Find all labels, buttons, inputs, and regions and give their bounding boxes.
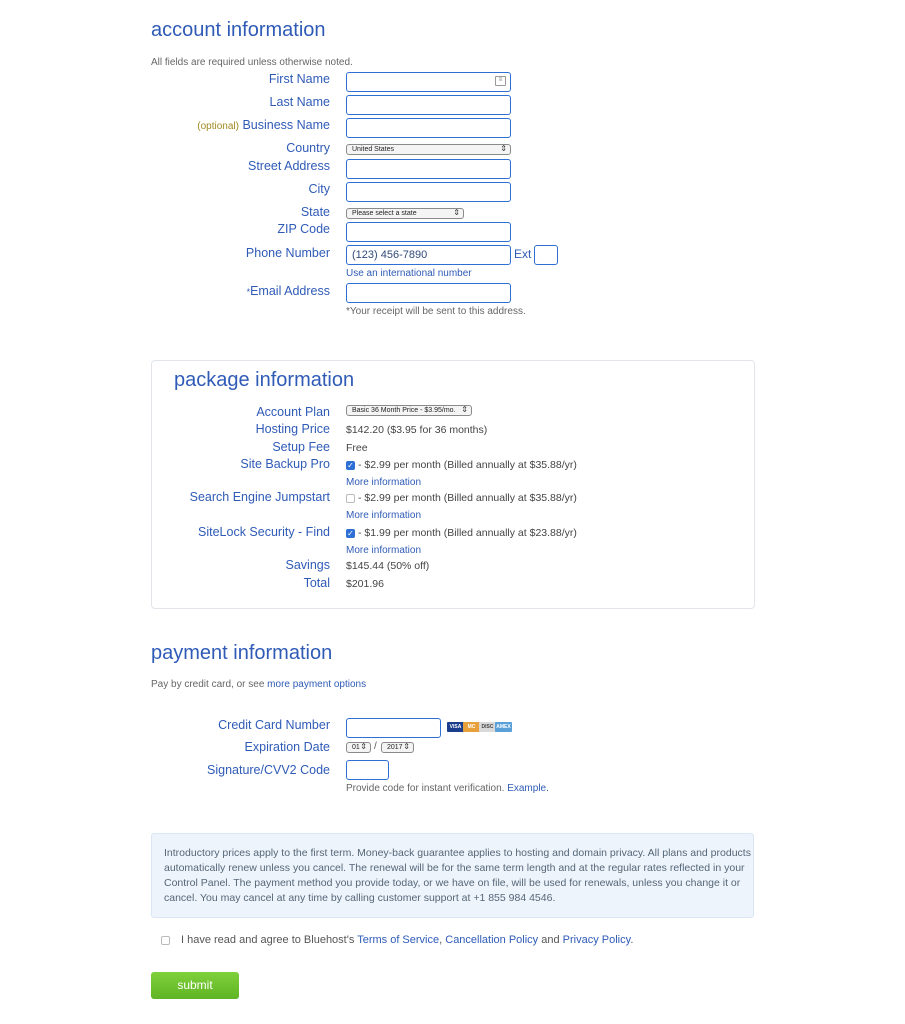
seo-checkbox[interactable] [346, 494, 355, 503]
expiration-label: Expiration Date [244, 740, 330, 754]
notice-line: cancel. You may cancel at any time by calling customer support at +1 855 984 4546. [164, 892, 556, 904]
hosting-price-label: Hosting Price [255, 422, 330, 436]
card-number-label: Credit Card Number [218, 718, 330, 732]
phone-input[interactable]: (123) 456-7890 [346, 245, 511, 265]
submit-button[interactable]: submit [151, 972, 239, 999]
select-arrows-icon: ⇕ [500, 144, 507, 153]
more-payment-options-link[interactable]: more payment options [267, 679, 367, 690]
account-plan-select[interactable] [346, 405, 472, 416]
first-name-label: First Name [268, 72, 330, 86]
mastercard-icon: MC [463, 722, 480, 732]
card-number-input[interactable] [346, 718, 441, 738]
select-arrows-icon: ⇕ [403, 742, 410, 751]
international-number-link[interactable]: Use an international number [346, 268, 472, 279]
total-value: $201.96 [346, 578, 384, 590]
phone-label: Phone Number [245, 246, 330, 260]
state-select-value: Please select a state [352, 210, 417, 217]
discover-icon: DISC [479, 722, 496, 732]
select-arrows-icon: ⇕ [360, 742, 367, 751]
email-label: *Email Address [246, 284, 330, 298]
account-plan-label: Account Plan [256, 405, 330, 419]
street-address-label: Street Address [248, 159, 330, 173]
account-section-title: account information [151, 19, 326, 41]
package-panel [151, 360, 755, 609]
site-backup-more-link[interactable]: More information [346, 477, 422, 488]
last-name-label: Last Name [269, 95, 330, 109]
setup-fee-value: Free [346, 442, 368, 454]
hosting-price-value: $142.20 ($3.95 for 36 months) [346, 424, 488, 436]
amex-icon: AMEX [496, 724, 511, 730]
zip-input[interactable] [346, 222, 511, 242]
sitelock-label: SiteLock Security - Find [198, 525, 330, 539]
sitelock-more-link[interactable]: More information [346, 545, 422, 556]
agree-text: I have read and agree to Bluehost's Terms of Service, Cancellation Policy and Privacy Policy. [181, 934, 634, 946]
site-backup-label: Site Backup Pro [240, 457, 330, 471]
pay-note: Pay by credit card, or see more payment options [151, 679, 367, 690]
zip-label: ZIP Code [277, 222, 330, 236]
street-address-input[interactable] [346, 159, 511, 179]
state-select[interactable] [346, 208, 464, 219]
ext-input[interactable] [534, 245, 558, 265]
privacy-policy-link[interactable]: Privacy Policy [562, 934, 631, 946]
notice-line: automatically renew unless you cancel. The renewal will be for the same term length and at the regular rates reflected in your [164, 862, 745, 874]
card-brands [447, 722, 513, 732]
country-label: Country [286, 141, 330, 155]
receipt-note: *Your receipt will be sent to this address. [346, 306, 526, 317]
first-name-input[interactable] [346, 72, 511, 92]
visa-icon: VISA [447, 722, 464, 732]
business-name-input[interactable] [346, 118, 511, 138]
country-select[interactable] [346, 144, 511, 155]
exp-year-value: 2017 [387, 744, 403, 751]
cvv-label: Signature/CVV2 Code [207, 763, 330, 777]
cvv-example-link[interactable]: Example. [507, 783, 549, 794]
exp-month-value: 01 [352, 744, 360, 751]
last-name-input[interactable] [346, 95, 511, 115]
terms-of-service-link[interactable]: Terms of Service [357, 934, 440, 946]
savings-value: $145.44 (50% off) [346, 560, 430, 572]
total-label: Total [303, 576, 330, 590]
country-select-value: United States [352, 146, 395, 153]
savings-label: Savings [285, 558, 330, 572]
required-note: All fields are required unless otherwise noted. [151, 57, 353, 68]
city-label: City [308, 182, 330, 196]
setup-fee-label: Setup Fee [272, 440, 330, 454]
ext-label: Ext [514, 247, 532, 261]
agree-checkbox[interactable] [161, 936, 170, 945]
cancellation-policy-link[interactable]: Cancellation Policy [445, 934, 539, 946]
sitelock-price: - $1.99 per month (Billed annually at $23.88/yr) [358, 527, 577, 539]
cvv-input[interactable] [346, 760, 389, 780]
notice-line: Introductory prices apply to the first term. Money-back guarantee applies to hosting and domain privacy. All plans and products [164, 847, 751, 859]
contact-card-icon: ≡ [495, 76, 506, 86]
business-name-label: (optional) Business Name [197, 118, 330, 132]
notice-line: Control Panel. The payment method you provide today, or we have on file, will be used for renewals, unless you change it or [164, 877, 741, 889]
payment-section-title: payment information [151, 642, 333, 664]
seo-more-link[interactable]: More information [346, 510, 422, 521]
seo-price: - $2.99 per month (Billed annually at $35.88/yr) [358, 492, 577, 504]
sitelock-checkbox[interactable]: ✓ [347, 529, 354, 538]
account-plan-value: Basic 36 Month Price - $3.95/mo. [352, 407, 456, 414]
state-label: State [300, 205, 330, 219]
exp-month-select[interactable] [346, 742, 371, 753]
email-input[interactable] [346, 283, 511, 303]
renewal-notice [151, 833, 754, 918]
seo-label: Search Engine Jumpstart [189, 490, 330, 504]
site-backup-checkbox[interactable]: ✓ [347, 461, 354, 470]
optional-tag: (optional) [197, 121, 239, 132]
exp-separator: / [374, 741, 377, 752]
exp-year-select[interactable] [381, 742, 414, 753]
site-backup-price: - $2.99 per month (Billed annually at $35.88/yr) [358, 459, 577, 471]
package-section-title: package information [174, 369, 355, 391]
cvv-note: Provide code for instant verification. Example. [346, 783, 549, 794]
select-arrows-icon: ⇕ [461, 405, 468, 414]
select-arrows-icon: ⇕ [453, 208, 460, 217]
city-input[interactable] [346, 182, 511, 202]
